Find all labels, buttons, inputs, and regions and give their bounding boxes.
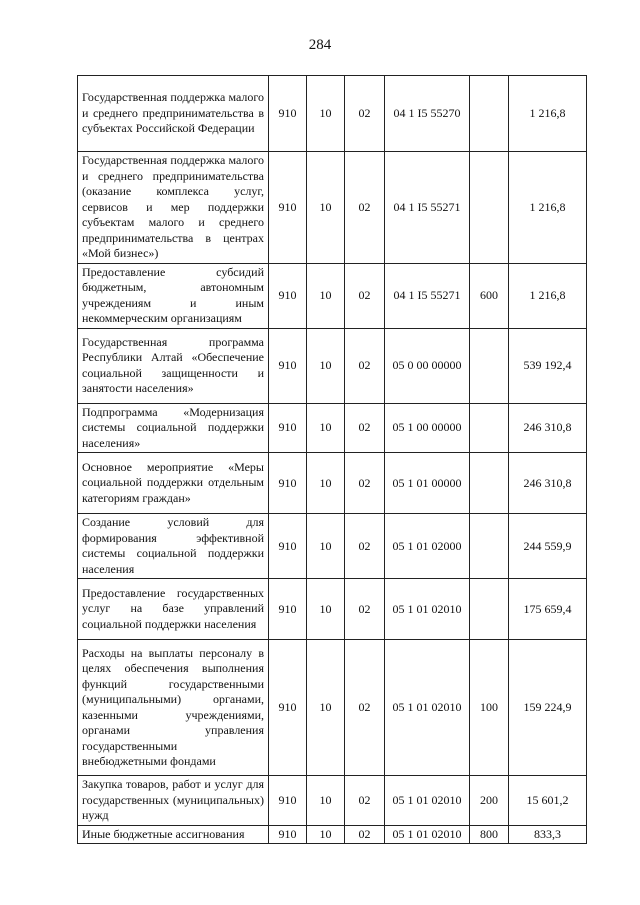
- subsection-code: 02: [345, 453, 385, 514]
- expense-type-code: [470, 579, 509, 640]
- expense-type-code: [470, 403, 509, 453]
- amount-value: 15 601,2: [509, 776, 587, 826]
- table-row: [78, 403, 587, 453]
- ministry-code: 910: [269, 76, 307, 152]
- table-row: [78, 579, 587, 640]
- row-name: Предоставление государственных услуг на базе управлений социальной поддержки населения: [78, 579, 269, 640]
- subsection-code: 02: [345, 328, 385, 403]
- row-name: Государственная программа Республики Алтай «Обеспечение социальной защищенности и занятости населения»: [78, 328, 269, 403]
- ministry-code: 910: [269, 514, 307, 579]
- amount-value: 1 216,8: [509, 263, 587, 328]
- section-code: 10: [307, 263, 345, 328]
- target-article-code: 05 1 01 00000: [385, 453, 470, 514]
- expense-type-code: [470, 453, 509, 514]
- table-row: [78, 640, 587, 776]
- section-code: 10: [307, 453, 345, 514]
- ministry-code: 910: [269, 640, 307, 776]
- row-name: Закупка товаров, работ и услуг для государственных (муниципальных) нужд: [78, 776, 269, 826]
- target-article-code: 05 1 00 00000: [385, 403, 470, 453]
- ministry-code: 910: [269, 776, 307, 826]
- ministry-code: 910: [269, 403, 307, 453]
- amount-value: 244 559,9: [509, 514, 587, 579]
- table-row: [78, 76, 587, 152]
- section-code: 10: [307, 152, 345, 264]
- subsection-code: 02: [345, 152, 385, 264]
- ministry-code: 910: [269, 152, 307, 264]
- target-article-code: 05 1 01 02010: [385, 776, 470, 826]
- expense-type-code: [470, 76, 509, 152]
- subsection-code: 02: [345, 263, 385, 328]
- ministry-code: 910: [269, 453, 307, 514]
- row-name: Иные бюджетные ассигнования: [78, 825, 269, 844]
- amount-value: 539 192,4: [509, 328, 587, 403]
- section-code: 10: [307, 403, 345, 453]
- row-name: Государственная поддержка малого и среднего предпринимательства в субъектах Российской Федерации: [78, 76, 269, 152]
- page-number: 284: [308, 37, 332, 53]
- expense-type-code: [470, 514, 509, 579]
- ministry-code: 910: [269, 825, 307, 844]
- subsection-code: 02: [345, 579, 385, 640]
- row-name: Предоставление субсидий бюджетным, автономным учреждениям и иным некоммерческим организациям: [78, 263, 269, 328]
- target-article-code: 05 1 01 02010: [385, 825, 470, 844]
- expense-type-code: [470, 328, 509, 403]
- table-row: [78, 514, 587, 579]
- section-code: 10: [307, 825, 345, 844]
- subsection-code: 02: [345, 76, 385, 152]
- target-article-code: 05 1 01 02010: [385, 640, 470, 776]
- table-row: [78, 776, 587, 826]
- subsection-code: 02: [345, 640, 385, 776]
- target-article-code: 04 1 I5 55271: [385, 152, 470, 264]
- subsection-code: 02: [345, 776, 385, 826]
- table-row: [78, 453, 587, 514]
- row-name: Расходы на выплаты персоналу в целях обеспечения выполнения функций государственными (муниципальными) органами, казенными учреждениями, органами управления государственными внебюджетными фондами: [78, 640, 269, 776]
- row-name: Государственная поддержка малого и среднего предпринимательства (оказание комплекса услуг, сервисов и мер поддержки субъектам малого и среднего предпринимательства в центрах «Мой бизнес»): [78, 152, 269, 264]
- amount-value: 246 310,8: [509, 403, 587, 453]
- table-row: [78, 825, 587, 844]
- section-code: 10: [307, 579, 345, 640]
- amount-value: 833,3: [509, 825, 587, 844]
- expense-type-code: 100: [470, 640, 509, 776]
- table-row: [78, 328, 587, 403]
- table-row: [78, 152, 587, 264]
- expense-type-code: 600: [470, 263, 509, 328]
- section-code: 10: [307, 328, 345, 403]
- target-article-code: 05 1 01 02010: [385, 579, 470, 640]
- budget-table: [77, 75, 587, 844]
- table-row: [78, 263, 587, 328]
- amount-value: 1 216,8: [509, 76, 587, 152]
- section-code: 10: [307, 640, 345, 776]
- expense-type-code: [470, 152, 509, 264]
- subsection-code: 02: [345, 403, 385, 453]
- amount-value: 246 310,8: [509, 453, 587, 514]
- target-article-code: 04 1 I5 55271: [385, 263, 470, 328]
- target-article-code: 04 1 I5 55270: [385, 76, 470, 152]
- ministry-code: 910: [269, 579, 307, 640]
- subsection-code: 02: [345, 514, 385, 579]
- amount-value: 159 224,9: [509, 640, 587, 776]
- row-name: Подпрограмма «Модернизация системы социальной поддержки населения»: [78, 403, 269, 453]
- row-name: Основное мероприятие «Меры социальной поддержки отдельным категориям граждан»: [78, 453, 269, 514]
- ministry-code: 910: [269, 328, 307, 403]
- amount-value: 1 216,8: [509, 152, 587, 264]
- expense-type-code: 800: [470, 825, 509, 844]
- section-code: 10: [307, 76, 345, 152]
- ministry-code: 910: [269, 263, 307, 328]
- subsection-code: 02: [345, 825, 385, 844]
- expense-type-code: 200: [470, 776, 509, 826]
- amount-value: 175 659,4: [509, 579, 587, 640]
- section-code: 10: [307, 514, 345, 579]
- section-code: 10: [307, 776, 345, 826]
- target-article-code: 05 1 01 02000: [385, 514, 470, 579]
- target-article-code: 05 0 00 00000: [385, 328, 470, 403]
- row-name: Создание условий для формирования эффективной системы социальной поддержки населения: [78, 514, 269, 579]
